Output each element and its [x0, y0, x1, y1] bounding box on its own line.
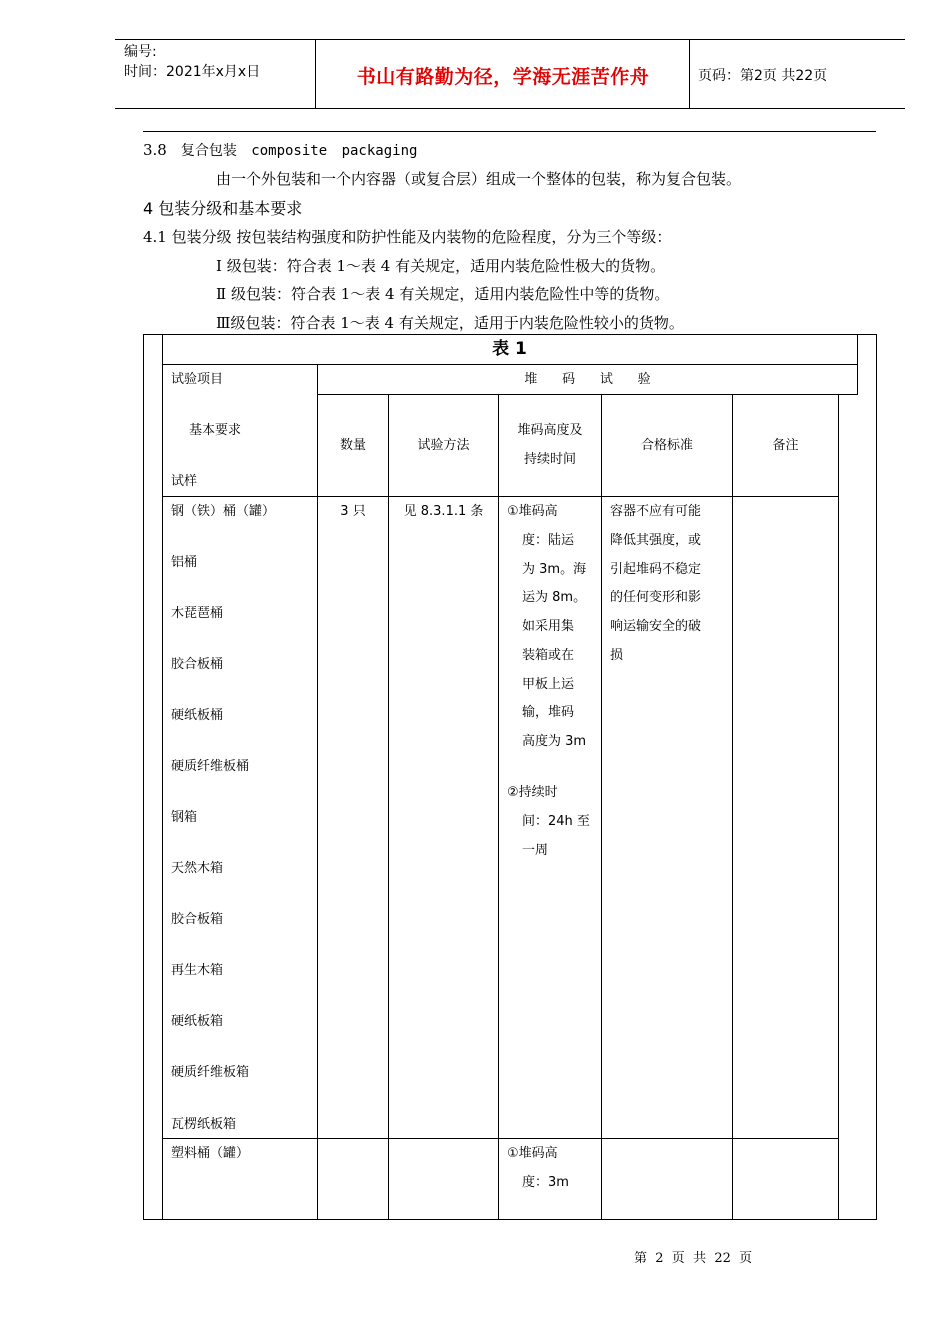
header-test-item: 试验项目 — [171, 372, 224, 387]
header-slogan: 书山有路勤为径，学海无涯苦作舟 — [356, 66, 650, 88]
sample-item: 胶合板桶 — [171, 657, 224, 672]
table-grid-line — [732, 394, 733, 1220]
header-height-line: 堆码高度及 — [517, 423, 583, 438]
criteria-line: 的任何变形和影 — [610, 590, 702, 605]
sample-item: 胶合板箱 — [171, 912, 224, 927]
table-grid-line — [162, 334, 163, 1220]
criteria-line: 损 — [610, 648, 624, 663]
page-footer: 第 2 页 共 22 页 — [634, 1251, 753, 1266]
header-height-time — [499, 416, 601, 474]
sample-item: 天然木箱 — [171, 861, 224, 876]
criteria-line: 引起堆码不稳定 — [610, 562, 702, 577]
sample-item: 硬质纤维板箱 — [171, 1065, 250, 1080]
level-3-text: Ⅲ级包装：符合表 1～表 4 有关规定，适用于内装危险性较小的货物。 — [216, 314, 684, 332]
height-line: 甲板上运 — [522, 677, 575, 692]
table-grid-line — [601, 394, 602, 1220]
time-line: 间：24h 至 — [522, 814, 590, 829]
section-title: 复合包装 composite packaging — [180, 143, 418, 159]
time-line: 一周 — [522, 843, 549, 858]
criteria-line: 降低其强度，或 — [610, 533, 702, 548]
header-method: 试验方法 — [417, 438, 470, 453]
height-line: 高度为 3m — [522, 734, 587, 749]
height-line: ①堆码高 — [507, 504, 558, 519]
header-sample: 试样 — [171, 474, 198, 489]
table-grid-line — [317, 394, 858, 395]
table-border — [143, 334, 144, 1220]
section-4-heading: 4 包装分级和基本要求 — [143, 199, 303, 218]
table-border — [143, 1219, 877, 1220]
sample-item: 硬质纤维板桶 — [171, 759, 250, 774]
code-label: 编号: — [124, 44, 157, 60]
section-3-8-text: 由一个外包装和一个内容器（或复合层）组成一个整体的包装，称为复合包装。 — [216, 170, 742, 188]
sample-item: 钢箱 — [171, 810, 198, 825]
sample-item: 硬纸板箱 — [171, 1014, 224, 1029]
table-border — [876, 334, 877, 1220]
time-label: 时间：2021年x月x日 — [124, 64, 261, 80]
header-remarks: 备注 — [772, 438, 799, 453]
table-grid-line — [498, 394, 499, 1220]
page-header — [115, 39, 905, 109]
sample-item: 木琵琶桶 — [171, 606, 224, 621]
height-line: 度：陆运 — [522, 533, 575, 548]
header-time-line: 持续时间 — [523, 452, 576, 467]
height-line: 输，堆码 — [522, 705, 575, 720]
sample-item: 硬纸板桶 — [171, 708, 224, 723]
criteria-line: 容器不应有可能 — [610, 504, 702, 519]
sample-item: 铝桶 — [171, 555, 198, 570]
content-divider — [143, 131, 876, 132]
header-divider — [315, 40, 316, 108]
sample-item: 再生木箱 — [171, 963, 224, 978]
header-stack-test: 堆 码 试 验 — [524, 372, 651, 387]
table-grid-line — [838, 394, 839, 1220]
time-line: ②持续时 — [507, 785, 558, 800]
height-line: 如采用集 — [522, 619, 575, 634]
header-divider — [689, 40, 690, 108]
height-line: 为 3m。海 — [522, 562, 587, 577]
height-line: 运为 8m。 — [522, 590, 587, 605]
section-3-8 — [143, 140, 417, 160]
row1-quantity: 3 只 — [340, 504, 366, 519]
height-line: 装箱或在 — [522, 648, 575, 663]
table-grid-line — [317, 364, 318, 1220]
row2-height-line: 度：3m — [522, 1175, 569, 1190]
section-number: 3.8 — [143, 141, 167, 159]
sample-item: 钢（铁）桶（罐） — [171, 504, 276, 519]
row1-method: 见 8.3.1.1 条 — [403, 504, 484, 519]
header-meta — [124, 42, 260, 82]
header-page-info: 页码：第2页 共22页 — [698, 68, 828, 84]
level-2-text: Ⅱ 级包装：符合表 1～表 4 有关规定，适用内装危险性中等的货物。 — [216, 285, 670, 303]
sample-item: 瓦楞纸板箱 — [171, 1117, 237, 1132]
section-4-1: 4.1 包装分级 按包装结构强度和防护性能及内装物的危险程度，分为三个等级： — [143, 228, 672, 246]
header-criteria: 合格标准 — [640, 438, 693, 453]
table-grid-line — [162, 1138, 839, 1139]
header-quantity: 数量 — [339, 438, 366, 453]
row2-sample: 塑料桶（罐） — [171, 1146, 250, 1161]
header-basic-req: 基本要求 — [189, 423, 242, 438]
criteria-line: 响运输安全的破 — [610, 619, 702, 634]
level-1-text: Ⅰ 级包装：符合表 1～表 4 有关规定，适用内装危险性极大的货物。 — [216, 257, 666, 275]
row2-height-line: ①堆码高 — [507, 1146, 558, 1161]
table-title: 表 1 — [492, 339, 527, 359]
